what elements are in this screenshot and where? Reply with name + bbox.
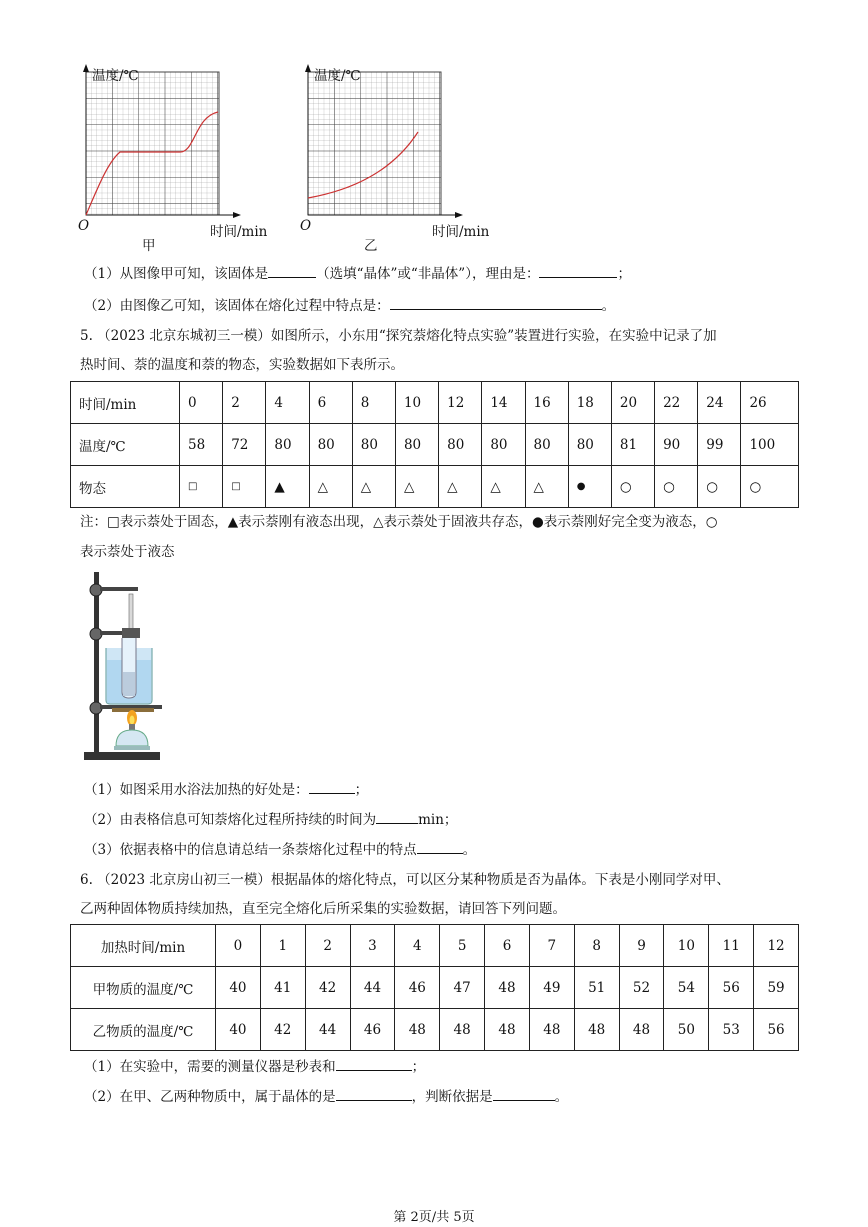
graph-yi-ylabel: 温度/℃ — [314, 68, 361, 84]
q5-time-cell: 6 — [309, 382, 352, 424]
q4-part1 — [84, 262, 631, 282]
q6-time-cell: 10 — [664, 925, 709, 967]
q6-yi-cell: 46 — [350, 1009, 395, 1051]
table-row — [71, 925, 799, 967]
q5-sub2-blank[interactable] — [376, 810, 418, 824]
q5-temp-cell: 80 — [525, 424, 568, 466]
graph-yi — [292, 62, 502, 252]
q6-jia-cell: 40 — [216, 967, 261, 1009]
q5-temp-cell: 100 — [741, 424, 799, 466]
q6-yi-cell: 48 — [485, 1009, 530, 1051]
q5-temp-cell: 81 — [611, 424, 654, 466]
q4-part1-end: ； — [617, 266, 631, 282]
table-row — [71, 466, 799, 508]
table-row — [71, 967, 799, 1009]
q6-yi-cell: 40 — [216, 1009, 261, 1051]
q5-time-cell: 2 — [223, 382, 266, 424]
water-bath-apparatus-icon — [78, 568, 178, 766]
q6-sub1-text: （1）在实验中，需要的测量仪器是秒表和 — [84, 1059, 336, 1075]
q6-yi-cell: 48 — [574, 1009, 619, 1051]
q6-sub2 — [84, 1085, 568, 1105]
q5-time-cell: 8 — [352, 382, 395, 424]
q5-temp-cell: 80 — [352, 424, 395, 466]
table-row — [71, 424, 799, 466]
q5-state-cell: △ — [309, 466, 352, 508]
q6-row-label-jia: 甲物质的温度/℃ — [71, 967, 216, 1009]
q5-time-cell: 16 — [525, 382, 568, 424]
q5-state-cell: △ — [525, 466, 568, 508]
q6-sub1-end: ； — [411, 1059, 426, 1075]
q6-time-cell: 11 — [709, 925, 754, 967]
q5-time-cell: 22 — [655, 382, 698, 424]
q6-time-cell: 12 — [754, 925, 799, 967]
q6-time-cell: 2 — [305, 925, 350, 967]
q6-time-cell: 7 — [529, 925, 574, 967]
q5-temp-cell: 72 — [223, 424, 266, 466]
page-footer: 第 2页/共 5页 — [393, 1210, 475, 1225]
q5-temp-cell: 80 — [439, 424, 482, 466]
graph-jia — [70, 62, 280, 252]
q4-part1-text-b: （选填“晶体”或“非晶体”），理由是： — [316, 266, 540, 282]
q5-state-cell: □ — [180, 466, 223, 508]
graph-jia-xlabel: 时间/min — [210, 224, 268, 240]
q5-intro-line1: 5. （2023 北京东城初三一模）如图所示，小东用“探究萘熔化特点实验”装置进行实验，在实验中记录了加 — [80, 328, 717, 344]
graph-jia-ylabel: 温度/℃ — [92, 68, 139, 84]
q5-intro-line2: 热时间、萘的温度和萘的物态，实验数据如下表所示。 — [80, 357, 404, 373]
q6-table — [70, 924, 799, 1051]
q5-time-cell: 24 — [698, 382, 741, 424]
q4-part2-text: （2）由图像乙可知，该固体在熔化过程中特点是： — [84, 298, 390, 314]
q4-part1-blank-1[interactable] — [268, 264, 316, 278]
q5-row-label-temp: 温度/℃ — [71, 424, 180, 466]
q5-note-line2: 表示萘处于液态 — [80, 544, 175, 560]
q6-sub2-blank-1[interactable] — [336, 1087, 412, 1101]
q5-time-cell: 20 — [611, 382, 654, 424]
q5-sub1 — [84, 778, 368, 798]
q5-state-cell: ○ — [611, 466, 654, 508]
q5-sub1-text: （1）如图采用水浴法加热的好处是： — [84, 782, 309, 798]
q6-intro-line1: 6. （2023 北京房山初三一模）根据晶体的熔化特点，可以区分某种物质是否为晶体。下表是小刚同学对甲、 — [80, 872, 730, 888]
q6-time-cell: 0 — [216, 925, 261, 967]
q5-temp-cell: 58 — [180, 424, 223, 466]
q6-jia-cell: 46 — [395, 967, 440, 1009]
q4-part2 — [84, 294, 615, 314]
q5-state-cell: △ — [395, 466, 438, 508]
q5-time-cell: 26 — [741, 382, 799, 424]
q6-jia-cell: 59 — [754, 967, 799, 1009]
q5-time-cell: 10 — [395, 382, 438, 424]
q6-time-cell: 5 — [440, 925, 485, 967]
q5-row-label-state: 物态 — [71, 466, 180, 508]
q5-row-label-time: 时间/min — [71, 382, 180, 424]
q5-state-cell: □ — [223, 466, 266, 508]
q4-part1-blank-2[interactable] — [539, 264, 617, 278]
q6-jia-cell: 48 — [485, 967, 530, 1009]
q5-time-cell: 0 — [180, 382, 223, 424]
q6-yi-cell: 42 — [260, 1009, 305, 1051]
q6-yi-cell: 44 — [305, 1009, 350, 1051]
q6-time-cell: 9 — [619, 925, 664, 967]
q6-sub1-blank[interactable] — [336, 1057, 412, 1071]
q6-time-cell: 1 — [260, 925, 305, 967]
q5-time-cell: 18 — [568, 382, 611, 424]
q5-sub2 — [84, 808, 457, 828]
q5-state-cell: ▲ — [266, 466, 309, 508]
q5-sub1-blank[interactable] — [309, 780, 355, 794]
q5-temp-cell: 99 — [698, 424, 741, 466]
q5-sub3-text: （3）依据表格中的信息请总结一条萘熔化过程中的特点 — [84, 842, 417, 858]
q5-sub2-text: （2）由表格信息可知萘熔化过程所持续的时间为 — [84, 812, 377, 828]
q6-jia-cell: 44 — [350, 967, 395, 1009]
graph-yi-xlabel: 时间/min — [432, 224, 490, 240]
q6-time-cell: 8 — [574, 925, 619, 967]
q6-yi-cell: 50 — [664, 1009, 709, 1051]
graph-yi-caption: 乙 — [364, 238, 378, 254]
apparatus-illustration — [78, 568, 178, 766]
q5-sub3-end: 。 — [462, 842, 477, 858]
q6-jia-cell: 41 — [260, 967, 305, 1009]
q6-sub2-end: 。 — [554, 1089, 569, 1105]
q6-time-cell: 3 — [350, 925, 395, 967]
q6-jia-cell: 47 — [440, 967, 485, 1009]
q5-temp-cell: 80 — [395, 424, 438, 466]
q6-jia-cell: 42 — [305, 967, 350, 1009]
q5-note-line1: 注：□表示萘处于固态，▲表示萘刚有液态出现，△表示萘处于固液共存态，●表示萘刚好完全变为液态，○ — [80, 514, 718, 530]
q6-jia-cell: 52 — [619, 967, 664, 1009]
q6-jia-cell: 51 — [574, 967, 619, 1009]
q6-jia-cell: 56 — [709, 967, 754, 1009]
q6-jia-cell: 49 — [529, 967, 574, 1009]
q6-jia-cell: 54 — [664, 967, 709, 1009]
q5-temp-cell: 90 — [655, 424, 698, 466]
q6-yi-cell: 48 — [440, 1009, 485, 1051]
q5-time-cell: 14 — [482, 382, 525, 424]
q6-yi-cell: 48 — [529, 1009, 574, 1051]
table-row — [71, 382, 799, 424]
q6-sub1 — [84, 1055, 425, 1075]
q5-state-cell: △ — [482, 466, 525, 508]
q5-state-cell: ● — [568, 466, 611, 508]
q5-state-cell: ○ — [698, 466, 741, 508]
graph-yi-origin: O — [300, 218, 312, 234]
q4-part2-end: 。 — [601, 298, 616, 314]
q5-sub3 — [84, 838, 476, 858]
q4-part2-blank[interactable] — [390, 296, 602, 310]
q5-state-cell: ○ — [655, 466, 698, 508]
q6-row-label-yi: 乙物质的温度/℃ — [71, 1009, 216, 1051]
graph-jia-origin: O — [78, 218, 90, 234]
q6-yi-cell: 48 — [395, 1009, 440, 1051]
q5-time-cell: 12 — [439, 382, 482, 424]
q5-sub2-end: min； — [418, 812, 458, 828]
q6-sub2-blank-2[interactable] — [493, 1087, 555, 1101]
q6-yi-cell: 48 — [619, 1009, 664, 1051]
q5-temp-cell: 80 — [266, 424, 309, 466]
q6-yi-cell: 53 — [709, 1009, 754, 1051]
q5-temp-cell: 80 — [482, 424, 525, 466]
q6-sub2-text-a: （2）在甲、乙两种物质中，属于晶体的是 — [84, 1089, 336, 1105]
graph-jia-caption: 甲 — [142, 238, 156, 254]
q6-yi-cell: 56 — [754, 1009, 799, 1051]
q6-time-cell: 6 — [485, 925, 530, 967]
table-row — [71, 1009, 799, 1051]
q5-temp-cell: 80 — [309, 424, 352, 466]
q4-part1-text-a: （1）从图像甲可知，该固体是 — [84, 266, 269, 282]
q6-sub2-text-b: ，判断依据是 — [411, 1089, 493, 1105]
q5-state-cell: ○ — [741, 466, 799, 508]
q5-time-cell: 4 — [266, 382, 309, 424]
q6-intro-line2: 乙两种固体物质持续加热，直至完全熔化后所采集的实验数据，请回答下列问题。 — [80, 901, 566, 917]
q6-time-cell: 4 — [395, 925, 440, 967]
q6-row-label-time: 加热时间/min — [71, 925, 216, 967]
q5-table — [70, 381, 799, 508]
q5-state-cell: △ — [352, 466, 395, 508]
q5-state-cell: △ — [439, 466, 482, 508]
q5-sub3-blank[interactable] — [417, 840, 463, 854]
q5-temp-cell: 80 — [568, 424, 611, 466]
q5-sub1-end: ； — [354, 782, 369, 798]
